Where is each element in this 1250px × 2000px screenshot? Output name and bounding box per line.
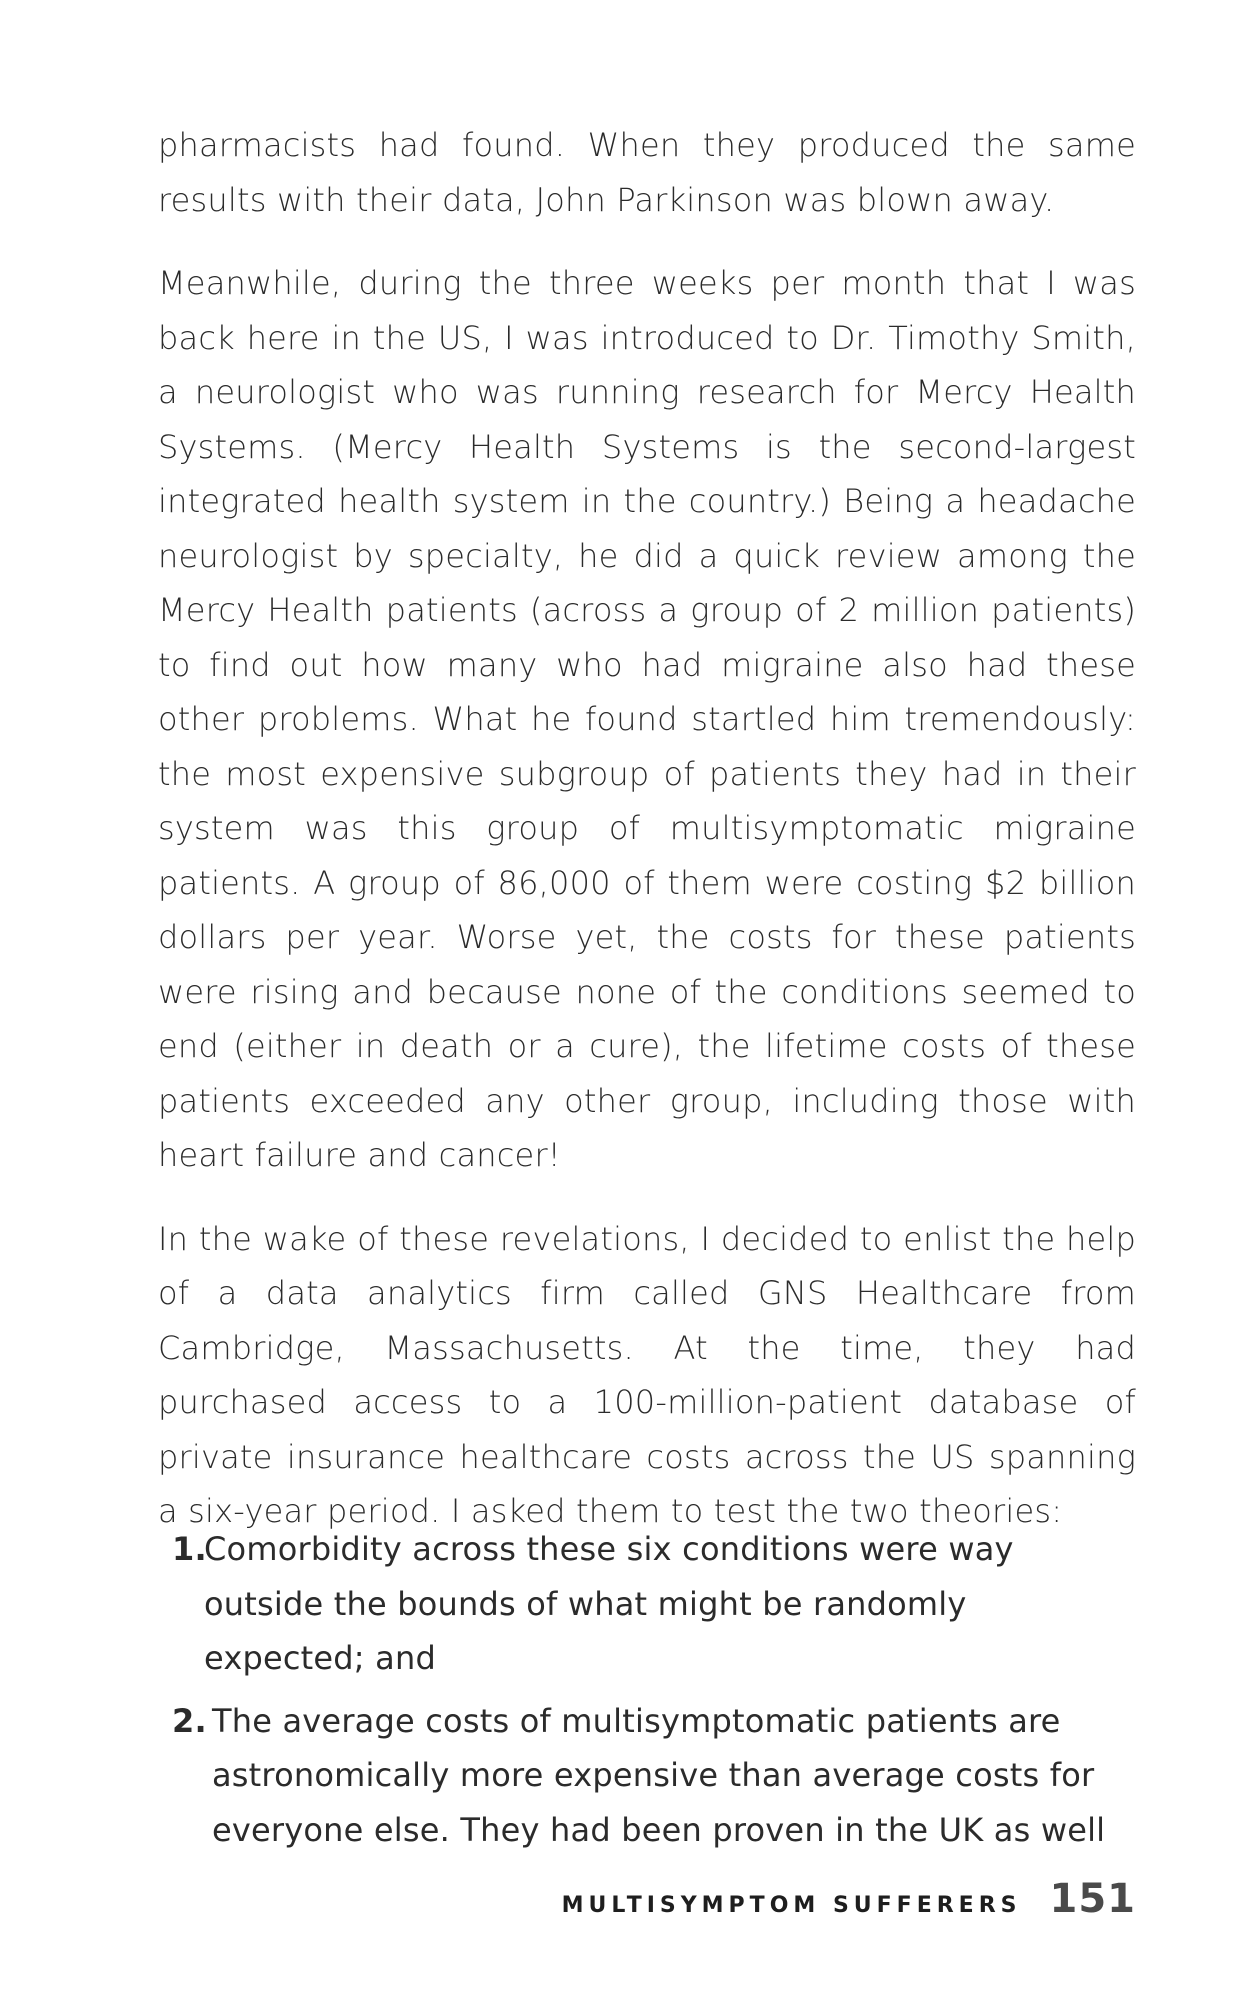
numbered-list bbox=[172, 1522, 1122, 1865]
page-footer bbox=[562, 1876, 1136, 1922]
page-number: 151 bbox=[1049, 1876, 1136, 1922]
list-text-1: Comorbidity across these six conditions were way outside the bounds of what might be randomly expected; and bbox=[204, 1530, 1014, 1677]
list-item-1 bbox=[172, 1522, 1122, 1686]
list-item-2 bbox=[172, 1694, 1122, 1858]
page-body bbox=[158, 118, 1136, 1849]
paragraph-1: pharmacists had found. When they produced the same results with their data, John Parkinson was blown away. bbox=[158, 126, 1136, 219]
paragraph-2: Meanwhile, during the three weeks per month that I was back here in the US, I was introduced to Dr. Timothy Smith, a neurologist who was running research for Mercy Health Systems. (Mercy Health Systems is the second-largest integrated health system in the country.) Being a headache neurologist by specialty, he did a quick review among the Mercy Health patients (across a group of 2 million patients) to find out how many who had migraine also had these other problems. What he found startled him tremendously: the most expensive subgroup of patients they had in their system was this group of multisymptomatic migraine patients. A group of 86,000 of them were costing $2 billion dollars per year. Worse yet, the costs for these patients were rising and because none of the conditions seemed to end (either in death or a cure), the lifetime costs of these patients exceeded any other group, including those with heart failure and cancer! bbox=[158, 264, 1136, 1174]
running-head: MULTISYMPTOM SUFFERERS bbox=[561, 1893, 1022, 1918]
list-number-1: 1. bbox=[172, 1530, 207, 1568]
list-text-2: The average costs of multisymptomatic patients are astronomically more expensive than average costs for everyone else. They had been proven in the UK as well bbox=[212, 1701, 1106, 1849]
paragraph-3: In the wake of these revelations, I decided to enlist the help of a data analytics firm called GNS Healthcare from Cambridge, Massachusetts. At the time, they had purchased access to a 100-million-patient database of private insurance healthcare costs across the US spanning a six-year period. I asked them to test the two theories: bbox=[158, 1219, 1136, 1530]
list-number-2: 2. bbox=[172, 1701, 207, 1740]
